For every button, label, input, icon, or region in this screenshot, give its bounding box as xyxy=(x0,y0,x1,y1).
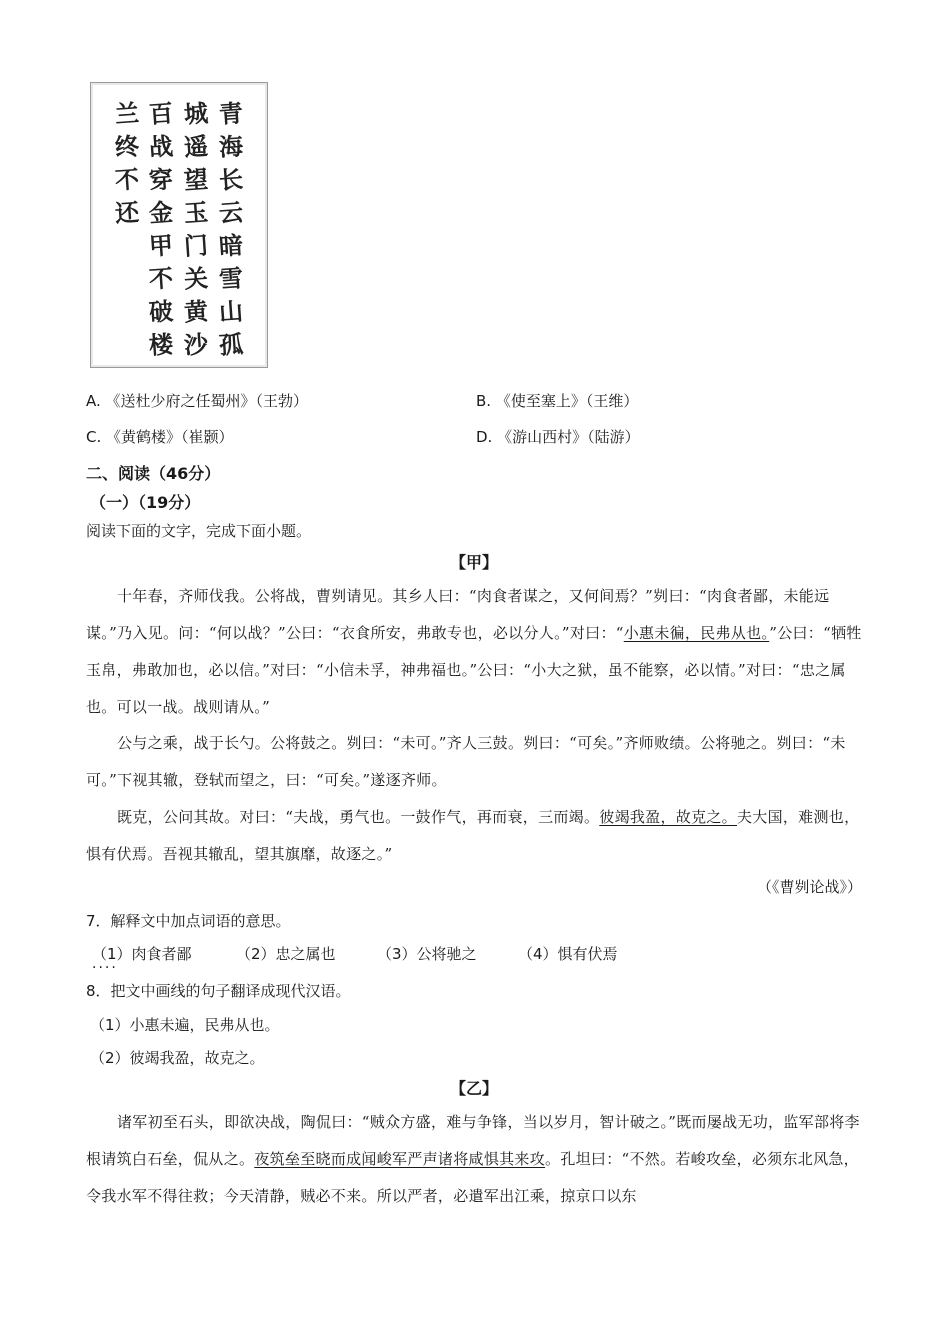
calligraphy-character: 金 xyxy=(148,197,174,228)
calligraphy-character: 长 xyxy=(218,164,244,195)
passage-jia-paragraph-2: 公与之乘，战于长勺。公将鼓之。刿曰：“未可。”齐人三鼓。刿曰：“可矣。”齐师败绩。公将驰之。刿曰：“未可。”下视其辙，登轼而望之，曰：“可矣。”遂逐齐师。 xyxy=(86,734,846,789)
option-a: A. 《送杜少府之任蜀州》（王勃） xyxy=(86,392,309,410)
passage-jia-label: 【甲】 xyxy=(449,553,498,572)
underlined-sentence-3: 夜筑垒至晓而成闻峻军严声诸将咸惧其来攻 xyxy=(254,1150,546,1168)
calligraphy-character: 沙 xyxy=(183,329,209,360)
calligraphy-character: 暗 xyxy=(218,230,244,261)
underlined-sentence-1: 小惠未徧，民弗从也。 xyxy=(623,624,770,642)
calligraphy-character: 不 xyxy=(148,263,174,294)
calligraphy-character: 关 xyxy=(183,263,209,294)
passage-yi-p1-text-end: 。孔坦曰：“不然。若峻攻垒，必须东北风急，令我水军不得往救；今天清静，贼必不来。所以严者，必遣军出江乘，掠京口以东 xyxy=(86,1150,859,1205)
passage-yi-paragraph-1 xyxy=(86,1104,862,1215)
question-7-item-4: （4）惧有伏焉 xyxy=(518,945,618,963)
option-b: B. 《使至塞上》（王维） xyxy=(476,392,639,410)
calligraphy-column-1 xyxy=(219,97,243,361)
question-8: 8．把文中画线的句子翻译成现代汉语。 xyxy=(86,982,351,1000)
question-8-item-2: （2）彼竭我盈，故克之。 xyxy=(90,1049,265,1067)
passage-jia-p3-text-end: 夫大国，难测也，惧有伏焉。吾视其辙乱，望其旗靡，故逐之。” xyxy=(86,808,860,863)
question-7-item-2: （2）忠之属也 xyxy=(236,945,336,963)
passage-jia-paragraph-3 xyxy=(86,799,862,873)
option-c: C. 《黄鹤楼》（崔颢） xyxy=(86,428,234,446)
calligraphy-character: 不 xyxy=(114,164,140,195)
poem-calligraphy-image xyxy=(90,82,268,368)
calligraphy-character: 遥 xyxy=(183,131,209,162)
question-7-item-1 xyxy=(92,943,192,965)
section-subtitle: （一）（19分） xyxy=(90,493,201,512)
calligraphy-character: 孤 xyxy=(218,329,244,360)
passage-jia-p1-text: 十年春，齐师伐我。公将战，曹刿请见。其乡人曰：“肉食者谋之，又何间焉？”刿曰：“肉食者鄙，未能远谋。”乃入见。问：“何以战？”公曰：“衣食所安，弗敢专也，必以分人。”对曰：“ xyxy=(86,587,830,642)
passage-yi-p1-text: 诸军初至石头，即欲决战，陶侃曰：“贼众方盛，难与争锋，当以岁月，智计破之。”既而屡战无功，监军部将李根请筑白石垒，侃从之。 xyxy=(86,1113,860,1168)
calligraphy-character: 黄 xyxy=(183,296,209,327)
calligraphy-character: 望 xyxy=(183,164,209,195)
passage-jia-p1-text-end: ”公曰：“牺牲玉帛，弗敢加也，必以信。”对曰：“小信未孚，神弗福也。”公曰：“小大之狱，虽不能察，必以情。”对曰：“忠之属也。可以一战。战则请从。” xyxy=(86,624,862,716)
passage-yi-label: 【乙】 xyxy=(449,1079,498,1098)
underlined-sentence-2: 彼竭我盈，故克之。 xyxy=(599,808,737,826)
question-7: 7．解释文中加点词语的意思。 xyxy=(86,912,291,930)
calligraphy-character: 还 xyxy=(114,197,140,228)
calligraphy-column-3 xyxy=(149,97,173,361)
calligraphy-character: 穿 xyxy=(148,164,174,195)
option-d: D. 《游山西村》（陆游） xyxy=(476,428,640,446)
instruction-text: 阅读下面的文字，完成下面小题。 xyxy=(86,522,312,540)
question-8-item-1: （1）小惠未遍，民弗从也。 xyxy=(90,1016,280,1034)
question-7-item-3: （3）公将驰之 xyxy=(377,945,477,963)
calligraphy-column-2 xyxy=(184,97,208,361)
calligraphy-character: 甲 xyxy=(148,230,174,261)
calligraphy-character: 海 xyxy=(218,131,244,162)
passage-jia-p3-text: 既克，公问其故。对曰：“夫战，勇气也。一鼓作气，再而衰，三而竭。 xyxy=(117,808,600,826)
dotted-word-1: （1）肉食者鄙 .... xyxy=(92,945,192,963)
calligraphy-character: 雪 xyxy=(218,263,244,294)
section-title: 二、阅读（46分） xyxy=(86,464,221,483)
calligraphy-character: 玉 xyxy=(183,197,209,228)
calligraphy-character: 青 xyxy=(218,98,244,129)
calligraphy-character: 城 xyxy=(183,98,209,129)
calligraphy-character: 战 xyxy=(148,131,174,162)
calligraphy-character: 门 xyxy=(183,230,209,261)
calligraphy-character: 百 xyxy=(148,98,174,129)
calligraphy-character: 云 xyxy=(218,197,244,228)
calligraphy-character: 破 xyxy=(148,296,174,327)
calligraphy-character: 楼 xyxy=(148,329,174,360)
calligraphy-character: 终 xyxy=(114,131,140,162)
passage-jia-source: （《曹刿论战》） xyxy=(756,878,862,896)
passage-jia-paragraph-1 xyxy=(86,578,862,726)
calligraphy-character: 山 xyxy=(218,296,244,327)
calligraphy-column-4 xyxy=(115,97,139,229)
calligraphy-character: 兰 xyxy=(114,98,140,129)
